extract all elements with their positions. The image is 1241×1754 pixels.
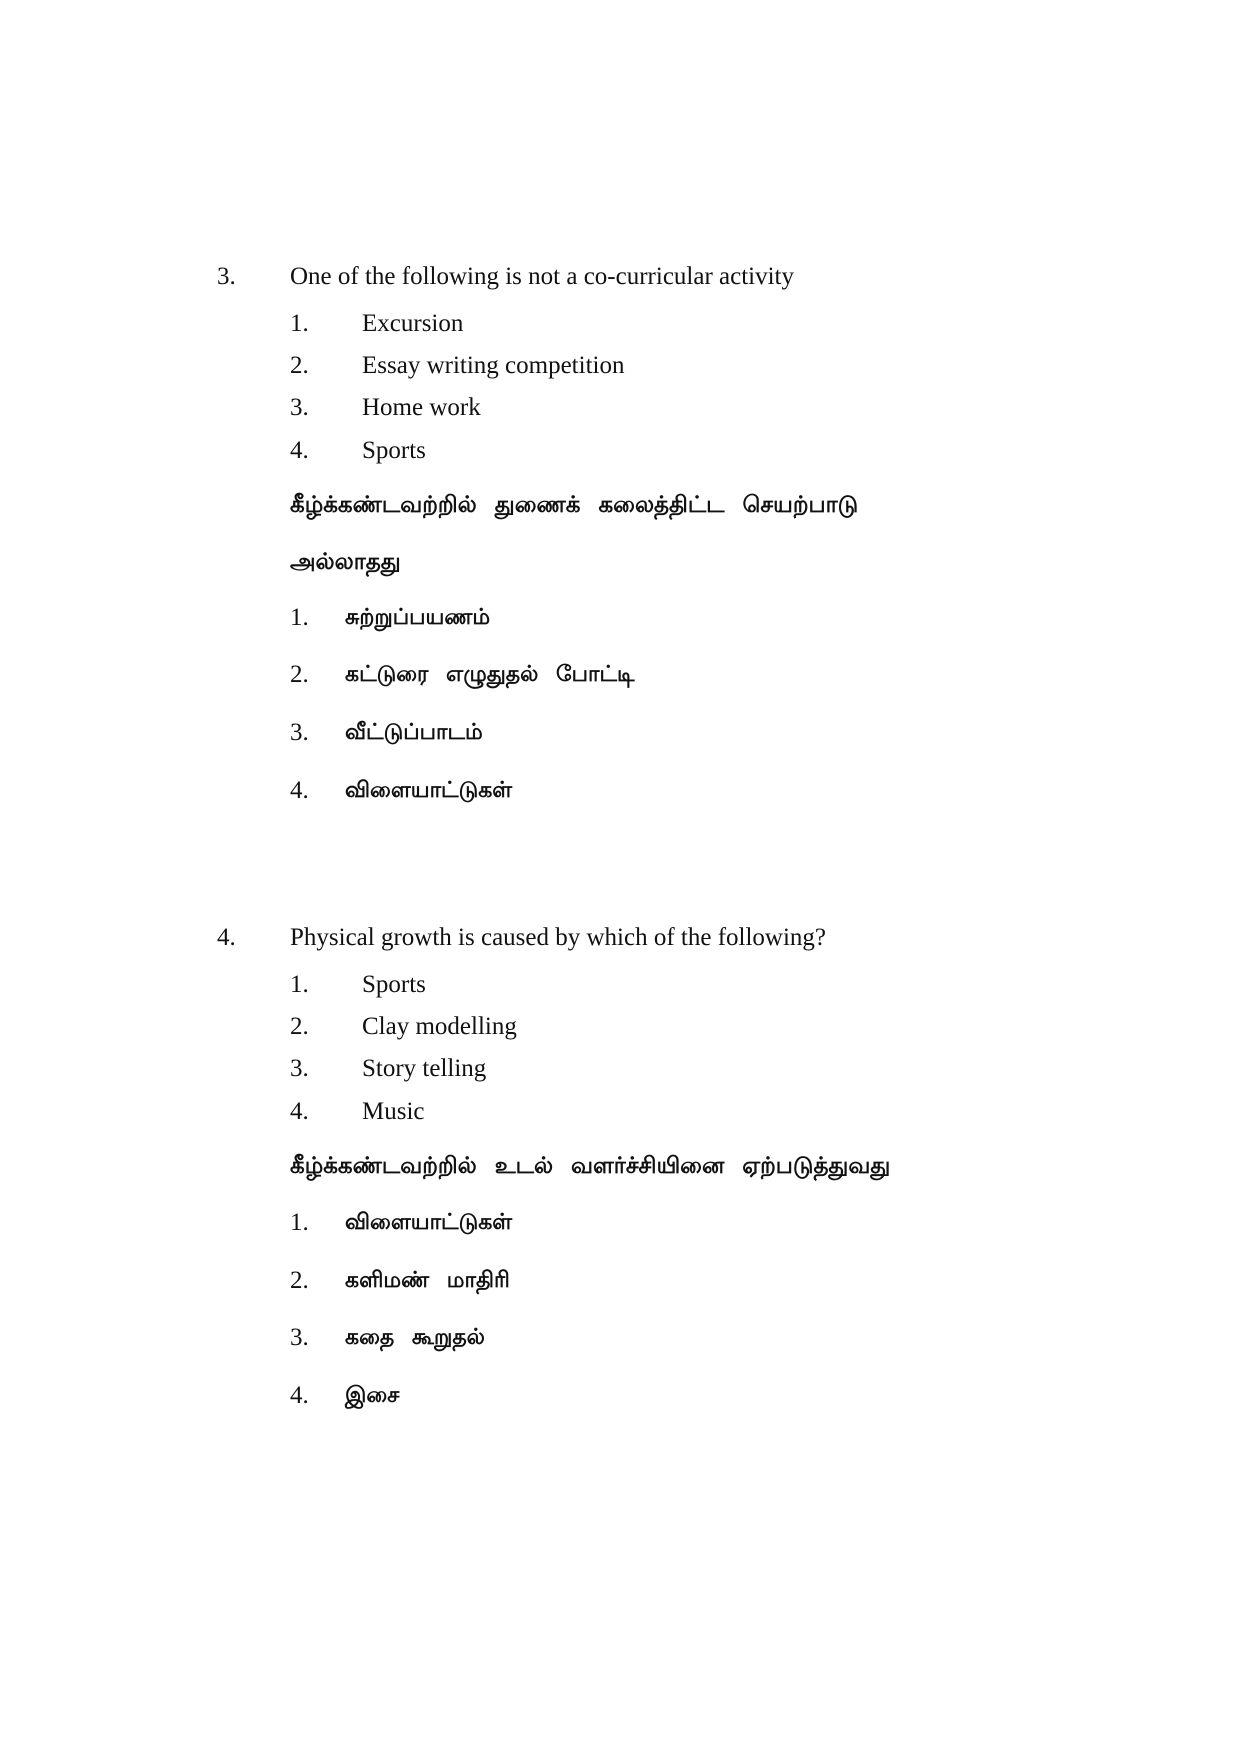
question-3-stem (0, 257, 1241, 297)
option-number: 3. (290, 394, 309, 421)
option-number: 2. (290, 1267, 309, 1294)
option-text-tamil: இசை (345, 1383, 400, 1408)
option-text: Story telling (362, 1055, 487, 1082)
option-ta (0, 1318, 1241, 1358)
option-text: Excursion (362, 310, 464, 337)
option-text: Sports (362, 437, 426, 464)
option-number: 3. (290, 1324, 309, 1351)
question-text-tamil-line-1 (0, 485, 1241, 525)
option-number: 3. (290, 1055, 309, 1082)
option-number: 1. (290, 1209, 309, 1236)
question-text-tamil-line-1 (0, 1146, 1241, 1186)
option-text: Home work (362, 394, 481, 421)
option-text-tamil: களிமண் மாதிரி (345, 1268, 510, 1293)
option-number: 4. (290, 1382, 309, 1409)
option-text-tamil: கட்டுரை எழுதுதல் போட்டி (345, 662, 635, 687)
question-text-english: One of the following is not a co-curricular activity (290, 263, 795, 290)
option-text-tamil: விளையாட்டுகள் (345, 778, 513, 803)
option-ta (0, 1261, 1241, 1301)
option-number: 4. (290, 437, 309, 464)
option-text: Clay modelling (362, 1013, 517, 1040)
option-text-tamil: வீட்டுப்பாடம் (345, 720, 483, 745)
question-text-tamil: கீழ்க்கண்டவற்றில் துணைக் கலைத்திட்ட செயற்பாடு (290, 492, 859, 518)
option-en (0, 1007, 1241, 1047)
option-number: 2. (290, 352, 309, 379)
question-text-tamil-line-2 (0, 542, 1241, 582)
option-ta (0, 771, 1241, 811)
option-ta (0, 713, 1241, 753)
option-number: 4. (290, 1098, 309, 1125)
option-en (0, 304, 1241, 344)
option-en (0, 388, 1241, 428)
option-en (0, 965, 1241, 1005)
option-ta (0, 598, 1241, 638)
option-en (0, 1092, 1241, 1132)
option-ta (0, 1203, 1241, 1243)
option-text-tamil: சுற்றுப்பயணம் (345, 605, 491, 630)
question-number: 3. (217, 263, 236, 290)
option-en (0, 1049, 1241, 1089)
option-text-tamil: விளையாட்டுகள் (345, 1210, 513, 1235)
option-number: 4. (290, 777, 309, 804)
option-number: 1. (290, 604, 309, 631)
option-number: 3. (290, 719, 309, 746)
option-ta (0, 655, 1241, 695)
option-number: 1. (290, 971, 309, 998)
option-text-tamil: கதை கூறுதல் (345, 1325, 485, 1350)
option-en (0, 431, 1241, 471)
question-number: 4. (217, 924, 236, 951)
option-text: Sports (362, 971, 426, 998)
option-text: Essay writing competition (362, 352, 625, 379)
option-number: 1. (290, 310, 309, 337)
option-number: 2. (290, 661, 309, 688)
question-text-tamil: கீழ்க்கண்டவற்றில் உடல் வளர்ச்சியினை ஏற்படுத்துவது (290, 1153, 891, 1179)
question-text-english: Physical growth is caused by which of the following? (290, 924, 827, 951)
option-en (0, 346, 1241, 386)
question-4-stem (0, 918, 1241, 958)
option-number: 2. (290, 1013, 309, 1040)
option-ta (0, 1376, 1241, 1416)
option-text: Music (362, 1098, 425, 1125)
question-text-tamil: அல்லாதது (290, 549, 401, 575)
